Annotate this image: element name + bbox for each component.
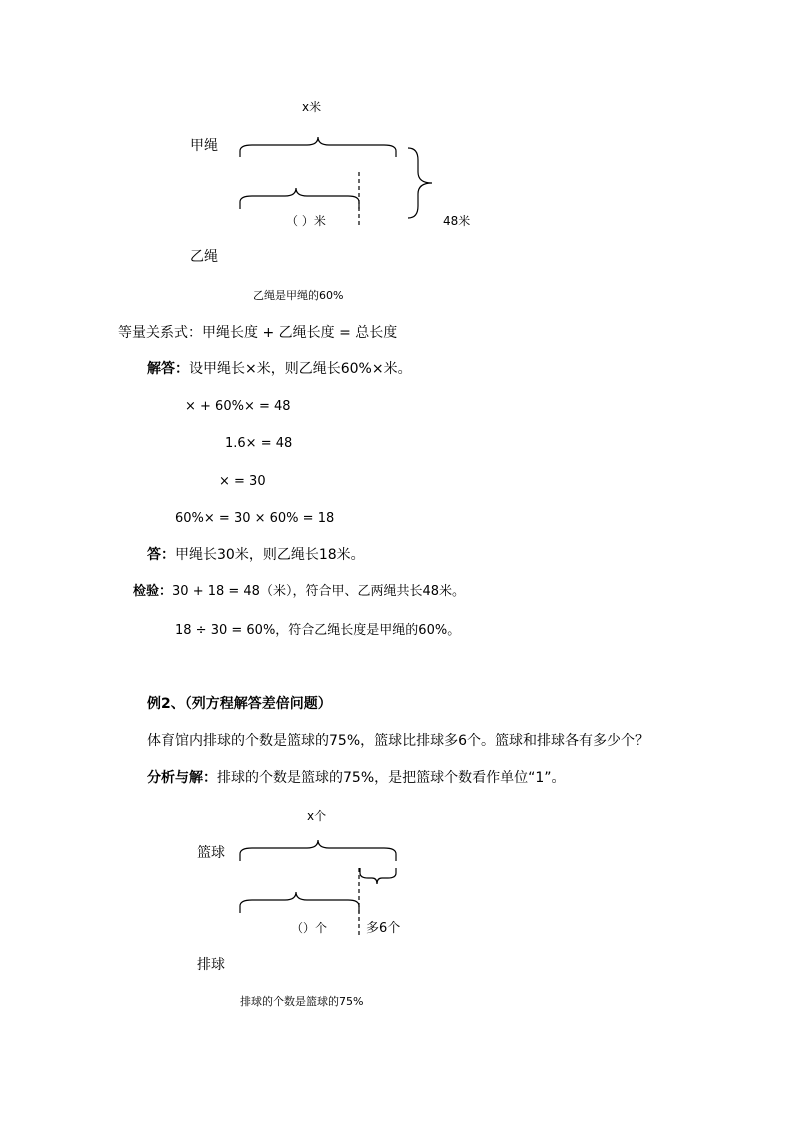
answer-text: 甲绳长30米，则乙绳长18米。 <box>175 547 365 563</box>
example2-title: 例2、（列方程解答差倍问题） <box>147 696 332 712</box>
total-length-label: 48米 <box>443 214 471 228</box>
volleyball-count-label: （）个 <box>291 921 328 935</box>
diagram1-caption: 乙绳是甲绳的60% <box>253 289 344 302</box>
analysis-label: 分析与解： <box>147 770 217 786</box>
rope-a-length-label: x米 <box>302 100 322 114</box>
analysis-text: 排球的个数是篮球的75%，是把篮球个数看作单位“1”。 <box>217 770 566 786</box>
difference-brace <box>360 868 396 884</box>
volleyball-brace <box>240 892 359 913</box>
rope-b-label: 乙绳 <box>190 249 218 265</box>
rope-a-label: 甲绳 <box>190 138 218 154</box>
diagram2-caption: 排球的个数是篮球的75% <box>240 995 364 1008</box>
solution-step-3: × = 30 <box>219 474 266 489</box>
example2-problem: 体育馆内排球的个数是篮球的75%，篮球比排球多6个。篮球和排球各有多少个？ <box>147 733 650 749</box>
rope-b-length-label: （ ）米 <box>286 214 326 228</box>
solution-step-2: 1.6× = 48 <box>225 436 293 451</box>
basketball-label: 篮球 <box>197 845 225 861</box>
solution-step-4: 60%× = 30 × 60% = 18 <box>175 511 335 526</box>
check-text-1: 30 + 18 = 48（米），符合甲、乙两绳共长48米。 <box>172 584 465 599</box>
volleyball-label: 排球 <box>197 957 225 973</box>
relation-equation: 等量关系式：甲绳长度 + 乙绳长度 = 总长度 <box>118 325 398 341</box>
solution-step-1: × + 60%× = 48 <box>185 399 291 414</box>
check-line-2: 18 ÷ 30 = 60%，符合乙绳长度是甲绳的60%。 <box>175 623 461 638</box>
check-label: 检验： <box>133 584 173 599</box>
answer-label: 答： <box>147 547 175 563</box>
difference-label: 多6个 <box>366 921 401 936</box>
solution-text: 设甲绳长×米，则乙绳长60%×米。 <box>189 361 412 377</box>
basketball-count-label: x个 <box>307 809 327 823</box>
basketball-brace <box>240 840 396 861</box>
solution-label: 解答： <box>147 361 189 377</box>
